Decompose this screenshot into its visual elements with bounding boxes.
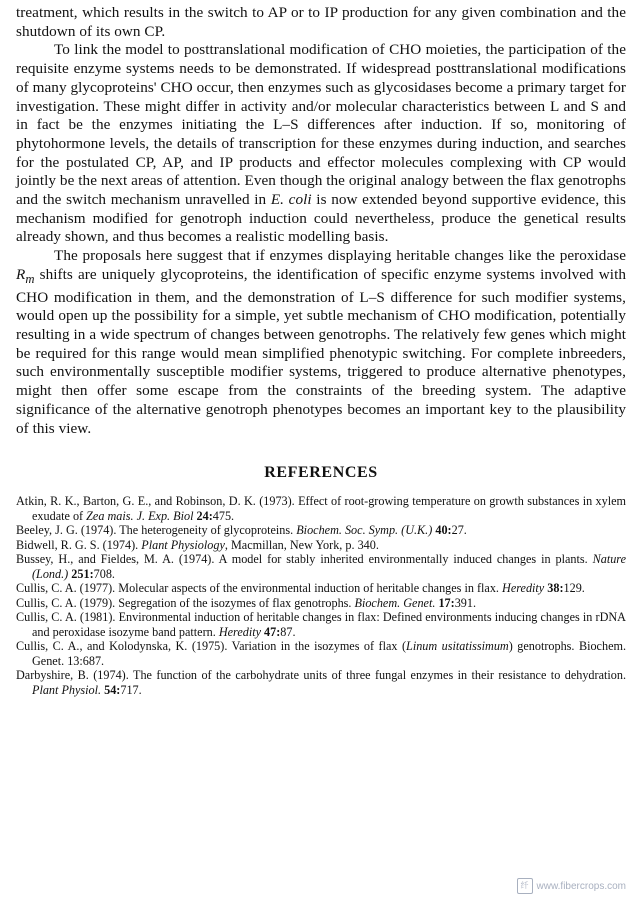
ecoli-italic: E. coli — [270, 191, 312, 209]
rm-symbol — [16, 265, 35, 286]
reference-pages: , Macmillan, New York, p. 340. — [224, 537, 379, 552]
reference-volume: 251: — [68, 566, 94, 581]
reference-item — [16, 596, 626, 611]
references-heading: REFERENCES — [264, 464, 378, 482]
reference-volume: 17: — [435, 595, 455, 610]
reference-text: Atkin, R. K., Barton, G. E., and Robinson, D. K. (1973). Effect of root-growing temperature on growth substances in xylem exudate of — [16, 494, 626, 523]
reference-text: Darbyshire, B. (1974). The function of the carbohydrate units of three fungal enzymes in their resistance to dehydration. — [16, 668, 626, 683]
reference-pages: 717. — [120, 682, 142, 697]
references-list — [16, 494, 626, 697]
paragraph-3-text-b: shifts are uniquely glycoproteins, the identification of specific enzyme systems involved with CHO modification in them, and the demonstration of L–S difference for such modifier systems, would open up the possibility for a simple, yet subtle mechanism of CHO modification, potentially resulting in a wide spectrum of changes between genotrophs. The relatively few genes which might be required for this range would mean simplified phenotypic switching. For complete inbreeders, such environmentally susceptible modifier systems, triggered to produce alternative phenotypes, might then offer some escape from the constraints of the breeding system. The adaptive significance of the alternative genotroph phenotypes becomes an important key to the plausibility of this view. — [16, 265, 626, 437]
reference-source: Plant Physiol. — [32, 682, 102, 697]
reference-volume: 40: — [432, 523, 452, 538]
reference-item — [16, 610, 626, 639]
watermark-logo-icon: 纤 — [517, 878, 533, 894]
reference-text: Bidwell, R. G. S. (1974). — [16, 537, 142, 552]
paragraph-2 — [16, 41, 626, 247]
reference-text: Bussey, H., and Fieldes, M. A. (1974). A model for stably inherited environmentally induced changes in plants. — [16, 552, 593, 567]
reference-volume: 54: — [101, 682, 121, 697]
paragraph-3 — [16, 247, 626, 438]
reference-item — [16, 494, 626, 523]
reference-text: Beeley, J. G. (1974). The heterogeneity of glycoproteins. — [16, 523, 297, 538]
reference-source: Linum usitatissimum — [406, 639, 509, 654]
reference-text: Cullis, C. A. (1977). Molecular aspects of the environmental induction of heritable changes in flax. — [16, 581, 503, 596]
reference-item — [16, 581, 626, 596]
watermark-text: www.fibercrops.com — [536, 880, 626, 892]
reference-pages: 391. — [454, 595, 477, 610]
reference-source: Heredity — [218, 624, 261, 639]
paragraph-3-text-a: The proposals here suggest that if enzymes displaying heritable changes like the peroxidase — [54, 247, 626, 265]
reference-item — [16, 538, 626, 553]
reference-text: Cullis, C. A., and Kolodynska, K. (1975). Variation in the isozymes of flax ( — [16, 639, 407, 654]
reference-source: Biochem. Genet. — [354, 595, 436, 610]
reference-source: Plant Physiology — [141, 537, 225, 552]
rm-symbol-subscript: m — [25, 271, 35, 286]
reference-item — [16, 523, 626, 538]
reference-item — [16, 552, 626, 581]
reference-item — [16, 668, 626, 697]
reference-source: Heredity — [502, 581, 545, 596]
reference-source: Biochem. Soc. Symp. (U.K.) — [296, 523, 433, 538]
reference-pages: ) genotrophs. Biochem. Genet. 13:687. — [32, 639, 627, 668]
paragraph-1-text: treatment, which results in the switch to AP or to IP production for any given combination and the shutdown of its own CP. — [16, 4, 626, 40]
document-page — [16, 4, 626, 697]
paragraph-2-text-b: is now extended beyond supportive evidence, this mechanism modified for genotroph induction could nevertheless, produce the genetical results already shown, and thus becomes a realistic modelling basis. — [16, 191, 626, 246]
reference-text: Cullis, C. A. (1981). Environmental induction of heritable changes in flax: Defined environments inducing changes in rDNA and peroxidase isozyme band pattern. — [16, 610, 626, 639]
reference-source: Zea mais. J. Exp. Biol — [86, 508, 194, 523]
paragraph-1 — [16, 4, 626, 41]
reference-volume: 24: — [193, 508, 213, 523]
paragraph-2-text-a: To link the model to posttranslational modification of CHO moieties, the participation of the requisite enzyme systems needs to be demonstrated. If widespread posttranslational modifications of many glycoproteins' CHO occur, then enzymes such as glycosidases become a primary target for investigation. These might differ in activity and/or molecular characteristics between L and S and in fact be the enzymes initiating the L–S differences after induction. If so, monitoring of phytohormone levels, the details of transcription for these enzymes during induction, and searches for the postulated CP, AP, and IP products and effector molecules complexing with CP would jointly be the next areas of attention. Even though the original analogy between the flax genotrophs and the switch mechanism unravelled in — [16, 41, 626, 209]
reference-text: Cullis, C. A. (1979). Segregation of the isozymes of flax genotrophs. — [16, 595, 355, 610]
reference-pages: 475. — [212, 508, 235, 523]
watermark — [517, 878, 626, 894]
reference-source: Nature (Lond.) — [32, 552, 626, 581]
reference-item — [16, 639, 626, 668]
reference-pages: 708. — [93, 566, 115, 581]
reference-volume: 47: — [261, 624, 281, 639]
reference-pages: 87. — [280, 624, 296, 639]
body-text — [16, 4, 626, 438]
reference-volume: 38: — [544, 581, 564, 596]
reference-pages: 27. — [451, 523, 467, 538]
rm-symbol-r: R — [16, 265, 26, 283]
reference-pages: 129. — [563, 581, 585, 596]
